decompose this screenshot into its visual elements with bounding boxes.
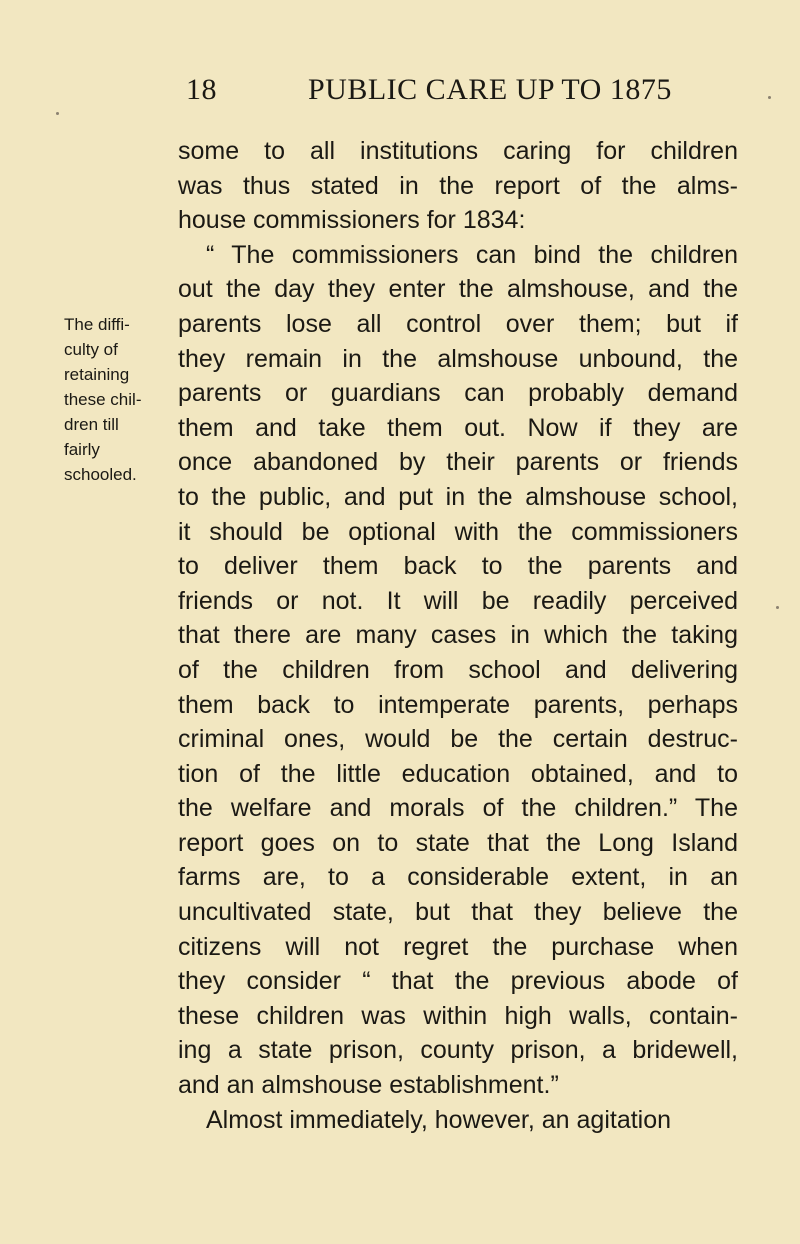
page-number: 18: [186, 73, 217, 106]
text-line: tion of the little education obtained, and to: [178, 759, 738, 788]
text-line: it should be optional with the commissioners: [178, 517, 738, 546]
text-line: once abandoned by their parents or friends: [178, 448, 738, 477]
text-line: them back to intemperate parents, perhaps: [178, 690, 738, 719]
text-line: Almost immediately, however, an agitation: [206, 1105, 672, 1134]
text-line: parents lose all control over them; but if: [178, 309, 738, 338]
running-title: PUBLIC CARE UP TO 1875: [308, 73, 672, 106]
text-line: parents or guardians can probably demand: [178, 379, 738, 408]
text-line: uncultivated state, but that they believe the: [178, 898, 738, 927]
text-line: they remain in the almshouse unbound, the: [178, 344, 738, 373]
text-line: citizens will not regret the purchase when: [178, 932, 738, 961]
margin-note-line: dren till: [64, 415, 119, 434]
text-line: they consider “ that the previous abode of: [178, 967, 738, 996]
text-line: “ The commissioners can bind the children: [206, 240, 738, 269]
text-line: that there are many cases in which the taking: [178, 621, 738, 650]
text-line: and an almshouse establishment.”: [178, 1071, 559, 1100]
text-line: to the public, and put in the almshouse school,: [178, 482, 738, 511]
text-line: friends or not. It will be readily perceived: [178, 586, 738, 615]
body-text: [178, 134, 738, 1137]
margin-note-line: fairly: [64, 440, 100, 459]
text-line: some to all institutions caring for children: [178, 137, 738, 165]
margin-note-line: culty of: [64, 340, 118, 359]
margin-note-line: schooled.: [64, 465, 137, 484]
text-line: of the children from school and delivering: [178, 655, 738, 684]
text-line: to deliver them back to the parents and: [178, 552, 738, 581]
text-line: ing a state prison, county prison, a bridewell,: [178, 1036, 738, 1065]
text-line: them and take them out. Now if they are: [178, 413, 738, 442]
margin-note-line: The diffi-: [64, 315, 130, 334]
paper-speck: [768, 96, 771, 99]
text-line: these children was within high walls, contain-: [178, 1001, 738, 1030]
text-line: report goes on to state that the Long Island: [178, 828, 738, 857]
text-line: out the day they enter the almshouse, and the: [178, 275, 738, 304]
margin-note-line: these chil-: [64, 390, 142, 409]
margin-note: [64, 312, 176, 487]
paper-speck: [776, 606, 779, 609]
running-head: [178, 70, 738, 110]
text-line: the welfare and morals of the children.” The: [178, 794, 738, 823]
margin-note-line: retaining: [64, 365, 130, 384]
text-line: farms are, to a considerable extent, in an: [178, 863, 738, 892]
text-line: criminal ones, would be the certain destruc-: [178, 725, 738, 754]
paper-speck: [56, 112, 59, 115]
text-line: house commissioners for 1834:: [178, 206, 526, 235]
text-line: was thus stated in the report of the alms-: [178, 171, 738, 200]
